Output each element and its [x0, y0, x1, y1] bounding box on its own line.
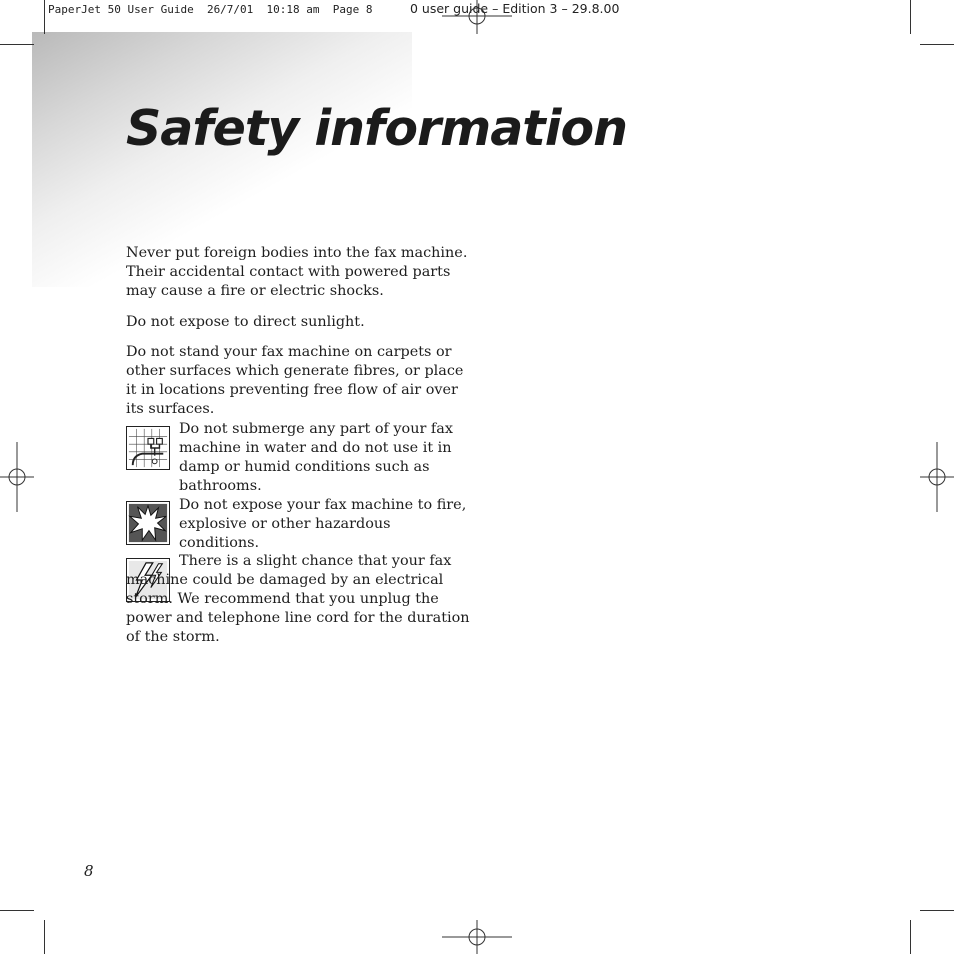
paragraph-carpets: Do not stand your fax machine on carpets or other surfaces which generate fibres, or place it in locations preventing free flow of air over its surfaces. — [126, 344, 464, 417]
warning-water-text: Do not submerge any part of your fax machine in water and do not use it in damp or humid conditions such as bathrooms. — [179, 421, 453, 494]
print-slug: PaperJet 50 User Guide 26/7/01 10:18 am Page 8 — [48, 3, 373, 16]
crop-mark — [920, 44, 954, 45]
crop-mark — [910, 0, 911, 34]
paragraph-sunlight: Do not expose to direct sunlight. — [126, 314, 365, 330]
registration-mark-icon — [920, 442, 954, 512]
page-number: 8 — [84, 862, 94, 880]
crop-mark — [0, 910, 34, 911]
crop-mark — [0, 44, 34, 45]
crop-mark — [910, 920, 911, 954]
print-slug-edition: 0 user guide – Edition 3 – 29.8.00 — [410, 1, 620, 16]
page-title: Safety information — [126, 100, 628, 157]
registration-mark-icon — [0, 442, 34, 512]
warning-fire-text: Do not expose your fax machine to fire, explosive or other hazardous conditions. — [179, 497, 467, 551]
bathroom-tap-icon — [126, 426, 170, 470]
registration-mark-icon — [442, 920, 512, 954]
crop-mark — [920, 910, 954, 911]
explosion-icon — [126, 501, 170, 545]
paragraph-foreign-bodies: Never put foreign bodies into the fax machine. Their accidental contact with powered parts may cause a fire or electric shocks. — [126, 245, 468, 299]
crop-mark — [44, 920, 45, 954]
warning-storm-text: There is a slight chance that your fax machine could be damaged by an electrical storm. We recommend that you unplug the power and telephone line cord for the duration of the storm. — [126, 553, 470, 645]
crop-mark — [44, 0, 45, 34]
registration-mark-icon — [442, 0, 512, 34]
